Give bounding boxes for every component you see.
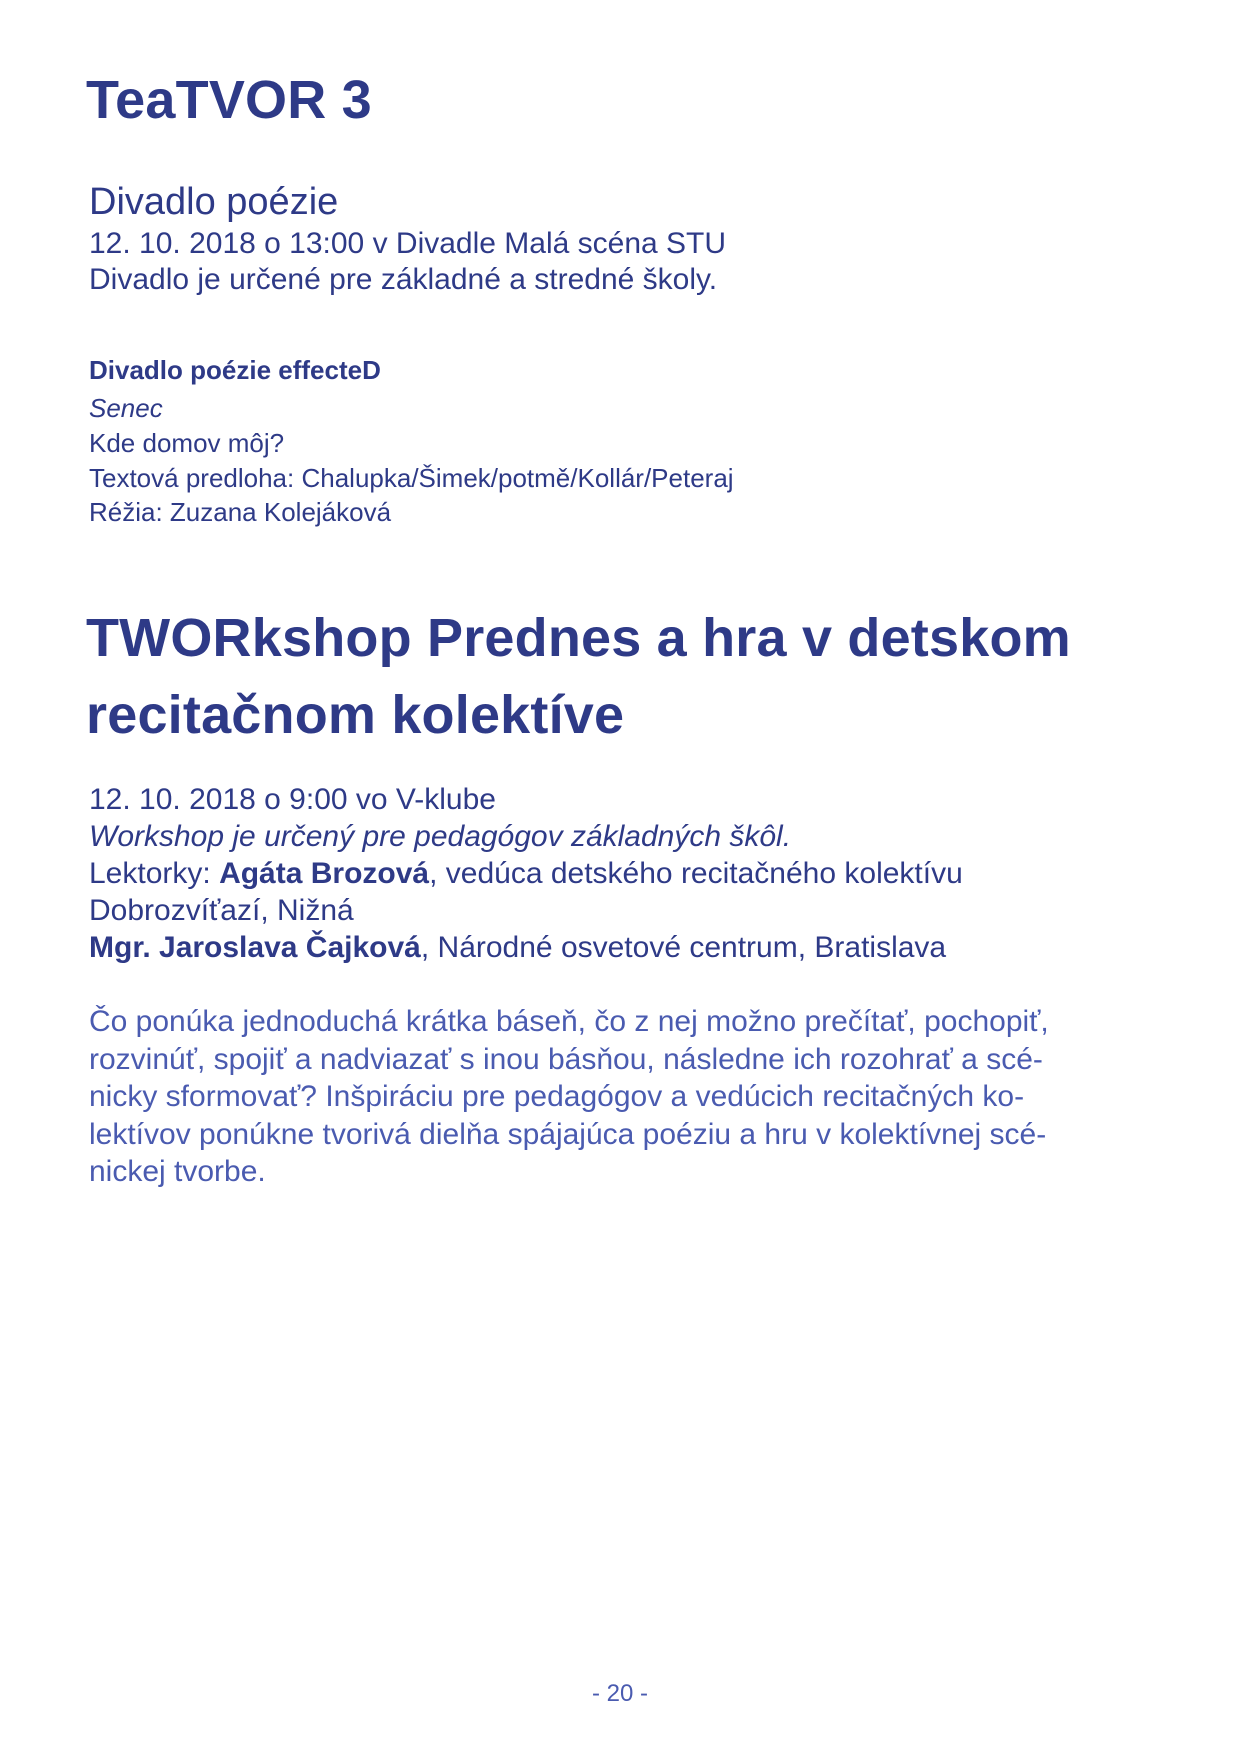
lecturer2-description: , Národné osvetové centrum, Bratislava — [420, 931, 947, 964]
director: Réžia: Zuzana Kolejáková — [89, 497, 392, 527]
workshop-audience: Workshop je určený pre pedagógov základných škôl. — [89, 820, 792, 853]
description-line: rozvinúť, spojiť a nadviazať s inou básňou, následne ich rozohrať a scé- — [89, 1042, 1043, 1076]
play-title: Kde domov môj? — [89, 428, 285, 458]
text-source: Textová predloha: Chalupka/Šimek/potmě/Kollár/Peteraj — [89, 463, 734, 493]
description-line: nicky sformovať? Inšpiráciu pre pedagógov a vedúcich recitačných ko- — [89, 1080, 1025, 1113]
lecturer1-description-line2: Dobrozvíťazí, Nižná — [89, 894, 354, 927]
lecturer1-description: , vedúca detského recitačného kolektívu — [429, 857, 963, 890]
event-datetime-venue: 12. 10. 2018 o 13:00 v Divadle Malá scéna STU — [89, 227, 727, 260]
lecturers-label: Lektorky: — [89, 857, 220, 890]
lecturer1-name: Agáta Brozová — [219, 857, 430, 890]
section-title-workshop-line2: recitačnom kolektíve — [86, 685, 625, 745]
description-line: Čo ponúka jednoduchá krátka báseň, čo z nej možno prečítať, pochopiť, — [89, 1005, 1049, 1038]
event-title: Divadlo poézie — [89, 181, 339, 223]
troupe-name: Divadlo poézie effecteD — [89, 355, 381, 385]
troupe-place: Senec — [89, 393, 163, 423]
lecturers-line — [89, 856, 963, 892]
description-line: lektívov ponúkne tvorivá dielňa spájajúca poéziu a hru v kolektívnej scé- — [89, 1117, 1047, 1151]
workshop-datetime-venue: 12. 10. 2018 o 9:00 vo V-klube — [89, 783, 496, 816]
event-audience: Divadlo je určené pre základné a stredné školy. — [89, 263, 718, 296]
description-line: nickej tvorbe. — [89, 1155, 266, 1188]
workshop-description — [89, 1003, 1049, 1191]
section-title-workshop-line1: TWORkshop Prednes a hra v detskom — [86, 608, 1071, 668]
page-number: - 20 - — [591, 1680, 648, 1707]
section-title-teatvor: TeaTVOR 3 — [86, 70, 372, 130]
lecturer2-line — [89, 930, 946, 966]
lecturer2-name: Mgr. Jaroslava Čajková — [89, 931, 421, 964]
